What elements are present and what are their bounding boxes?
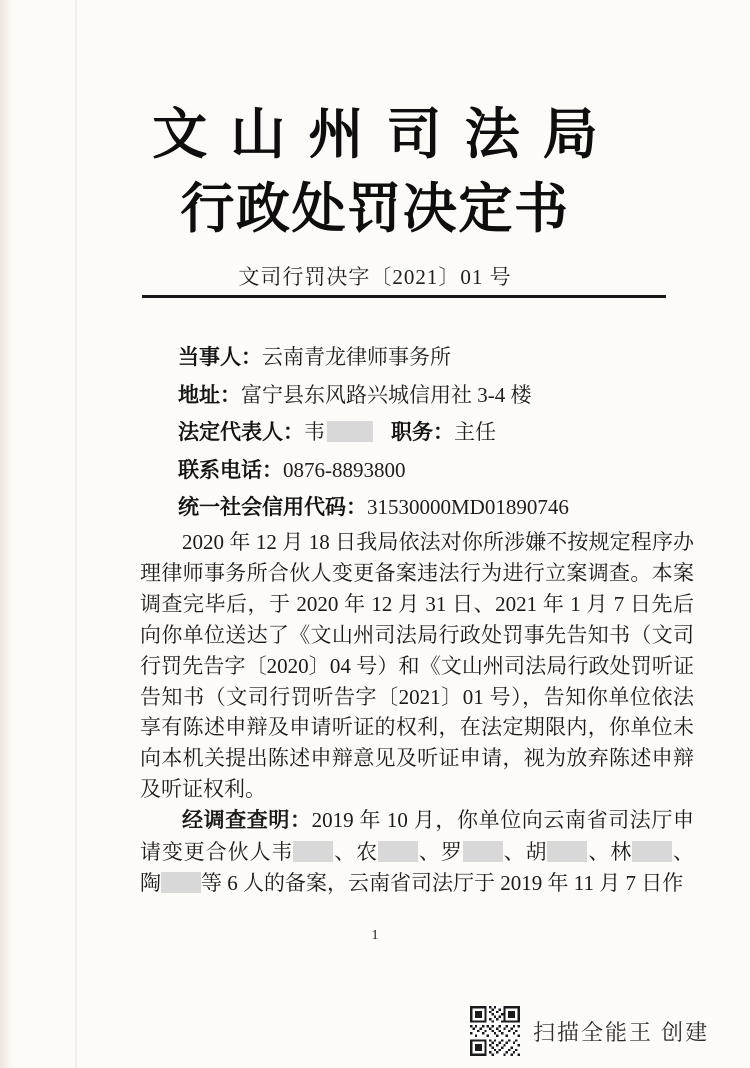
redacted-name [161, 872, 201, 893]
redacted-name [547, 841, 587, 862]
paragraph-2-text: 、林 [587, 840, 633, 865]
credit-code-label: 统一社会信用代码： [178, 496, 367, 520]
redacted-name [632, 841, 672, 862]
paragraph-2-text: 、罗 [418, 840, 463, 865]
body-paragraph-1: 2020 年 12 月 18 日我局依法对你所涉嫌不按规定程序办理律师事务所合伙人变更备案违法行为进行立案调查。本案调查完毕后，于 2020 年 12 月 31 日、2021 年 1 月 7 日先后向你单位送达了《文山州司法局行政处罚事先告知书（文司行罚先告字〔2020〕04 号）和《文山州司法局行政处罚听证告知书（文司行罚听告字〔2021〕01 号），告知你单位依法享有陈述申辩及申请听证的权利，在法定期限内，你单位未向本机关提出陈述申辩意见及听证申请，视为放弃陈述申辩及听证权利。 [140, 530, 694, 802]
phone-value: 0876-8893800 [283, 457, 406, 482]
paragraph-2-text: 、胡 [502, 840, 548, 865]
paragraph-2-text: 、陶 [140, 840, 695, 895]
party-row [178, 339, 698, 377]
position-value: 主任 [454, 420, 496, 445]
redacted-name [327, 421, 373, 442]
redacted-name [293, 841, 333, 862]
paragraph-2-text: 2019 年 10 月，你单位向云南省司法厅申请变更合伙人韦 [140, 808, 695, 865]
paragraph-2-text: 等 6 人的备案，云南省司法厅于 2019 年 11 月 7 日作 [201, 870, 684, 895]
document-body [140, 527, 694, 899]
phone-label: 联系电话： [178, 458, 283, 482]
legal-representative-label: 法定代表人： [178, 421, 304, 445]
camscanner-watermark [470, 1005, 709, 1057]
redacted-name [378, 841, 418, 862]
page-title-agency: 文山州司法局 [152, 104, 621, 165]
header-divider-rule [142, 295, 666, 298]
legal-representative-row [178, 414, 698, 452]
credit-code-row [178, 489, 698, 527]
credit-code-value: 31530000MD01890746 [367, 495, 569, 520]
address-label: 地址： [178, 383, 241, 407]
qr-code-icon [470, 1005, 520, 1057]
redacted-name [463, 841, 503, 862]
paragraph-2-text: 、农 [333, 840, 379, 865]
phone-row [178, 452, 698, 490]
legal-representative-surname: 韦 [304, 420, 325, 445]
address-value: 富宁县东风路兴城信用社 3-4 楼 [241, 382, 532, 407]
body-paragraph-2 [140, 805, 694, 899]
page-title-document-type: 行政处罚决定书 [180, 179, 570, 239]
party-info-block [178, 339, 698, 527]
page-number: 1 [371, 928, 379, 943]
party-value: 云南青龙律师事务所 [262, 345, 451, 369]
document-number: 文司行罚决字〔2021〕01 号 [238, 265, 512, 289]
watermark-label: 扫描全能王 创建 [533, 1019, 710, 1045]
paragraph-2-lead: 经调查查明： [182, 809, 312, 833]
address-row [178, 377, 698, 415]
position-label: 职务： [391, 421, 454, 445]
party-label: 当事人： [178, 346, 262, 369]
